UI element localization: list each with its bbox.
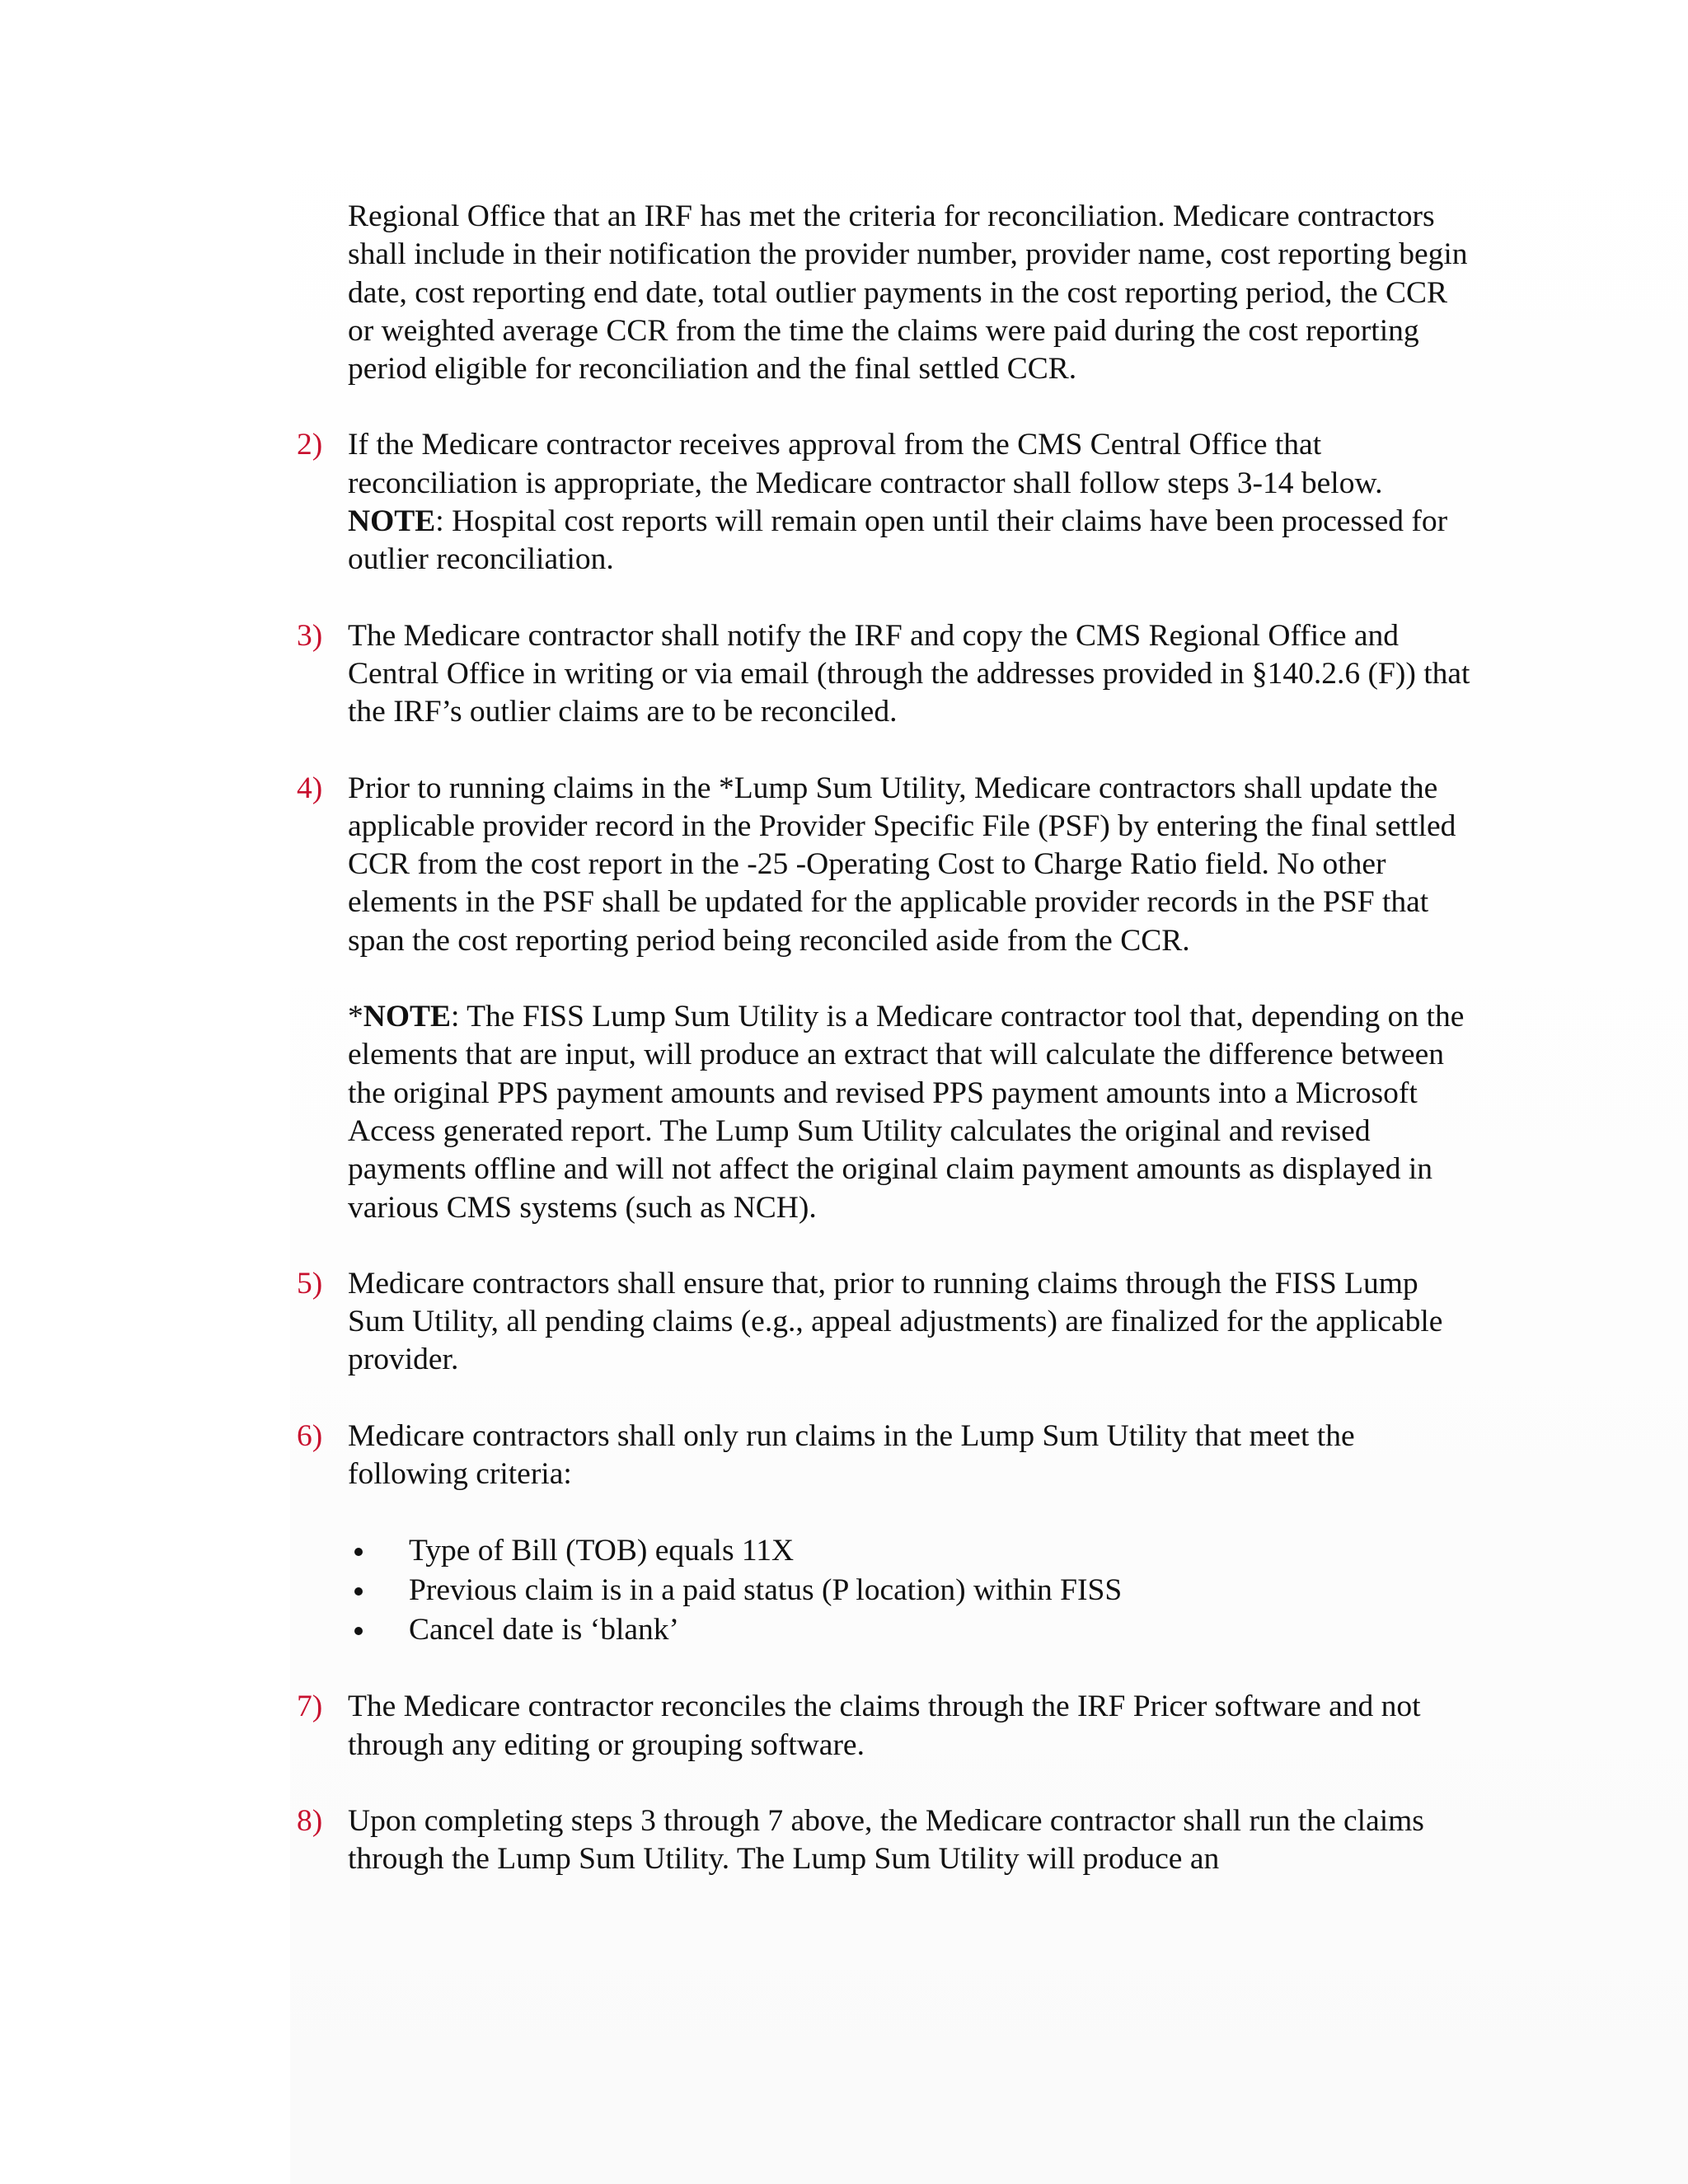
list-item-7 — [297, 1688, 1475, 1765]
list-item-3 — [297, 617, 1475, 732]
continuation-paragraph: Regional Office that an IRF has met the criteria for reconciliation. Medicare contractors shall include in their notification the provider number, provider name, cost reporting begin date, cost reporting end date, total outlier payments in the cost reporting period, the CCR or weighted average CCR from the time the claims were paid during the cost reporting period eligible for reconciliation and the final settled CCR. — [348, 199, 1468, 387]
list-item-text: If the Medicare contractor receives approval from the CMS Central Office that reconciliation is appropriate, the Medicare contractor shall follow steps 3-14 below. NOTE: Hospital cost reports will remain open until their claims have been processed for outlier reconciliation. — [348, 428, 1448, 577]
list-item-text: Upon completing steps 3 through 7 above, the Medicare contractor shall run the claims through the Lump Sum Utility. The Lump Sum Utility will produce an — [348, 1803, 1424, 1877]
criteria-item: Cancel date is ‘blank’ — [348, 1610, 1475, 1650]
criteria-list — [297, 1531, 1475, 1650]
list-number: 8) — [297, 1803, 323, 1838]
bullet-icon — [354, 1548, 363, 1556]
note-label: NOTE — [363, 1000, 452, 1034]
list-number: 6) — [297, 1418, 323, 1453]
criteria-item: Previous claim is in a paid status (P location) within FISS — [348, 1571, 1475, 1610]
list-item-text: Medicare contractors shall ensure that, prior to running claims through the FISS Lump Sum Utility, all pending claims (e.g., appeal adjustments) are finalized for the applicable provider. — [348, 1266, 1443, 1377]
note-label: NOTE — [348, 504, 436, 539]
list-number: 7) — [297, 1690, 323, 1724]
list-item-text: Medicare contractors shall only run claims in the Lump Sum Utility that meet the following criteria: — [348, 1418, 1355, 1492]
document-body — [297, 198, 1475, 1879]
list-item-text: The Medicare contractor reconciles the claims through the IRF Pricer software and not through any editing or grouping software. — [348, 1690, 1421, 1762]
lump-sum-note: *NOTE: The FISS Lump Sum Utility is a Medicare contractor tool that, depending on the elements that are input, will produce an extract that will calculate the difference between the original PPS payment amounts and revised PPS payment amounts into a Microsoft Access generated report. The Lump Sum Utility calculates the original and revised payments offline and will not affect the original claim payment amounts as displayed in various CMS systems (such as NCH). — [348, 1000, 1465, 1225]
list-item-5 — [297, 1265, 1475, 1380]
bullet-icon — [354, 1587, 363, 1596]
bullet-icon — [354, 1627, 363, 1635]
list-item-8 — [297, 1802, 1475, 1879]
list-item-4 — [297, 770, 1475, 960]
list-number: 5) — [297, 1266, 323, 1301]
list-item-2 — [297, 426, 1475, 579]
list-item-text: Prior to running claims in the *Lump Sum Utility, Medicare contractors shall update the applicable provider record in the Provider Specific File (PSF) by entering the final settled CCR from the cost report in the -25 -Operating Cost to Charge Ratio field. No other elements in the PSF shall be updated for the applicable provider records in the PSF that span the cost reporting period being reconciled aside from the CCR. — [348, 771, 1456, 958]
list-item-6 — [297, 1418, 1475, 1494]
list-number: 4) — [297, 771, 323, 805]
list-number: 2) — [297, 428, 323, 462]
criteria-item: Type of Bill (TOB) equals 11X — [348, 1531, 1475, 1571]
list-number: 3) — [297, 618, 323, 653]
list-item-text: The Medicare contractor shall notify the IRF and copy the CMS Regional Office and Central Office in writing or via email (through the addresses provided in §140.2.6 (F)) that the IRF’s outlier claims are to be reconciled. — [348, 618, 1470, 729]
